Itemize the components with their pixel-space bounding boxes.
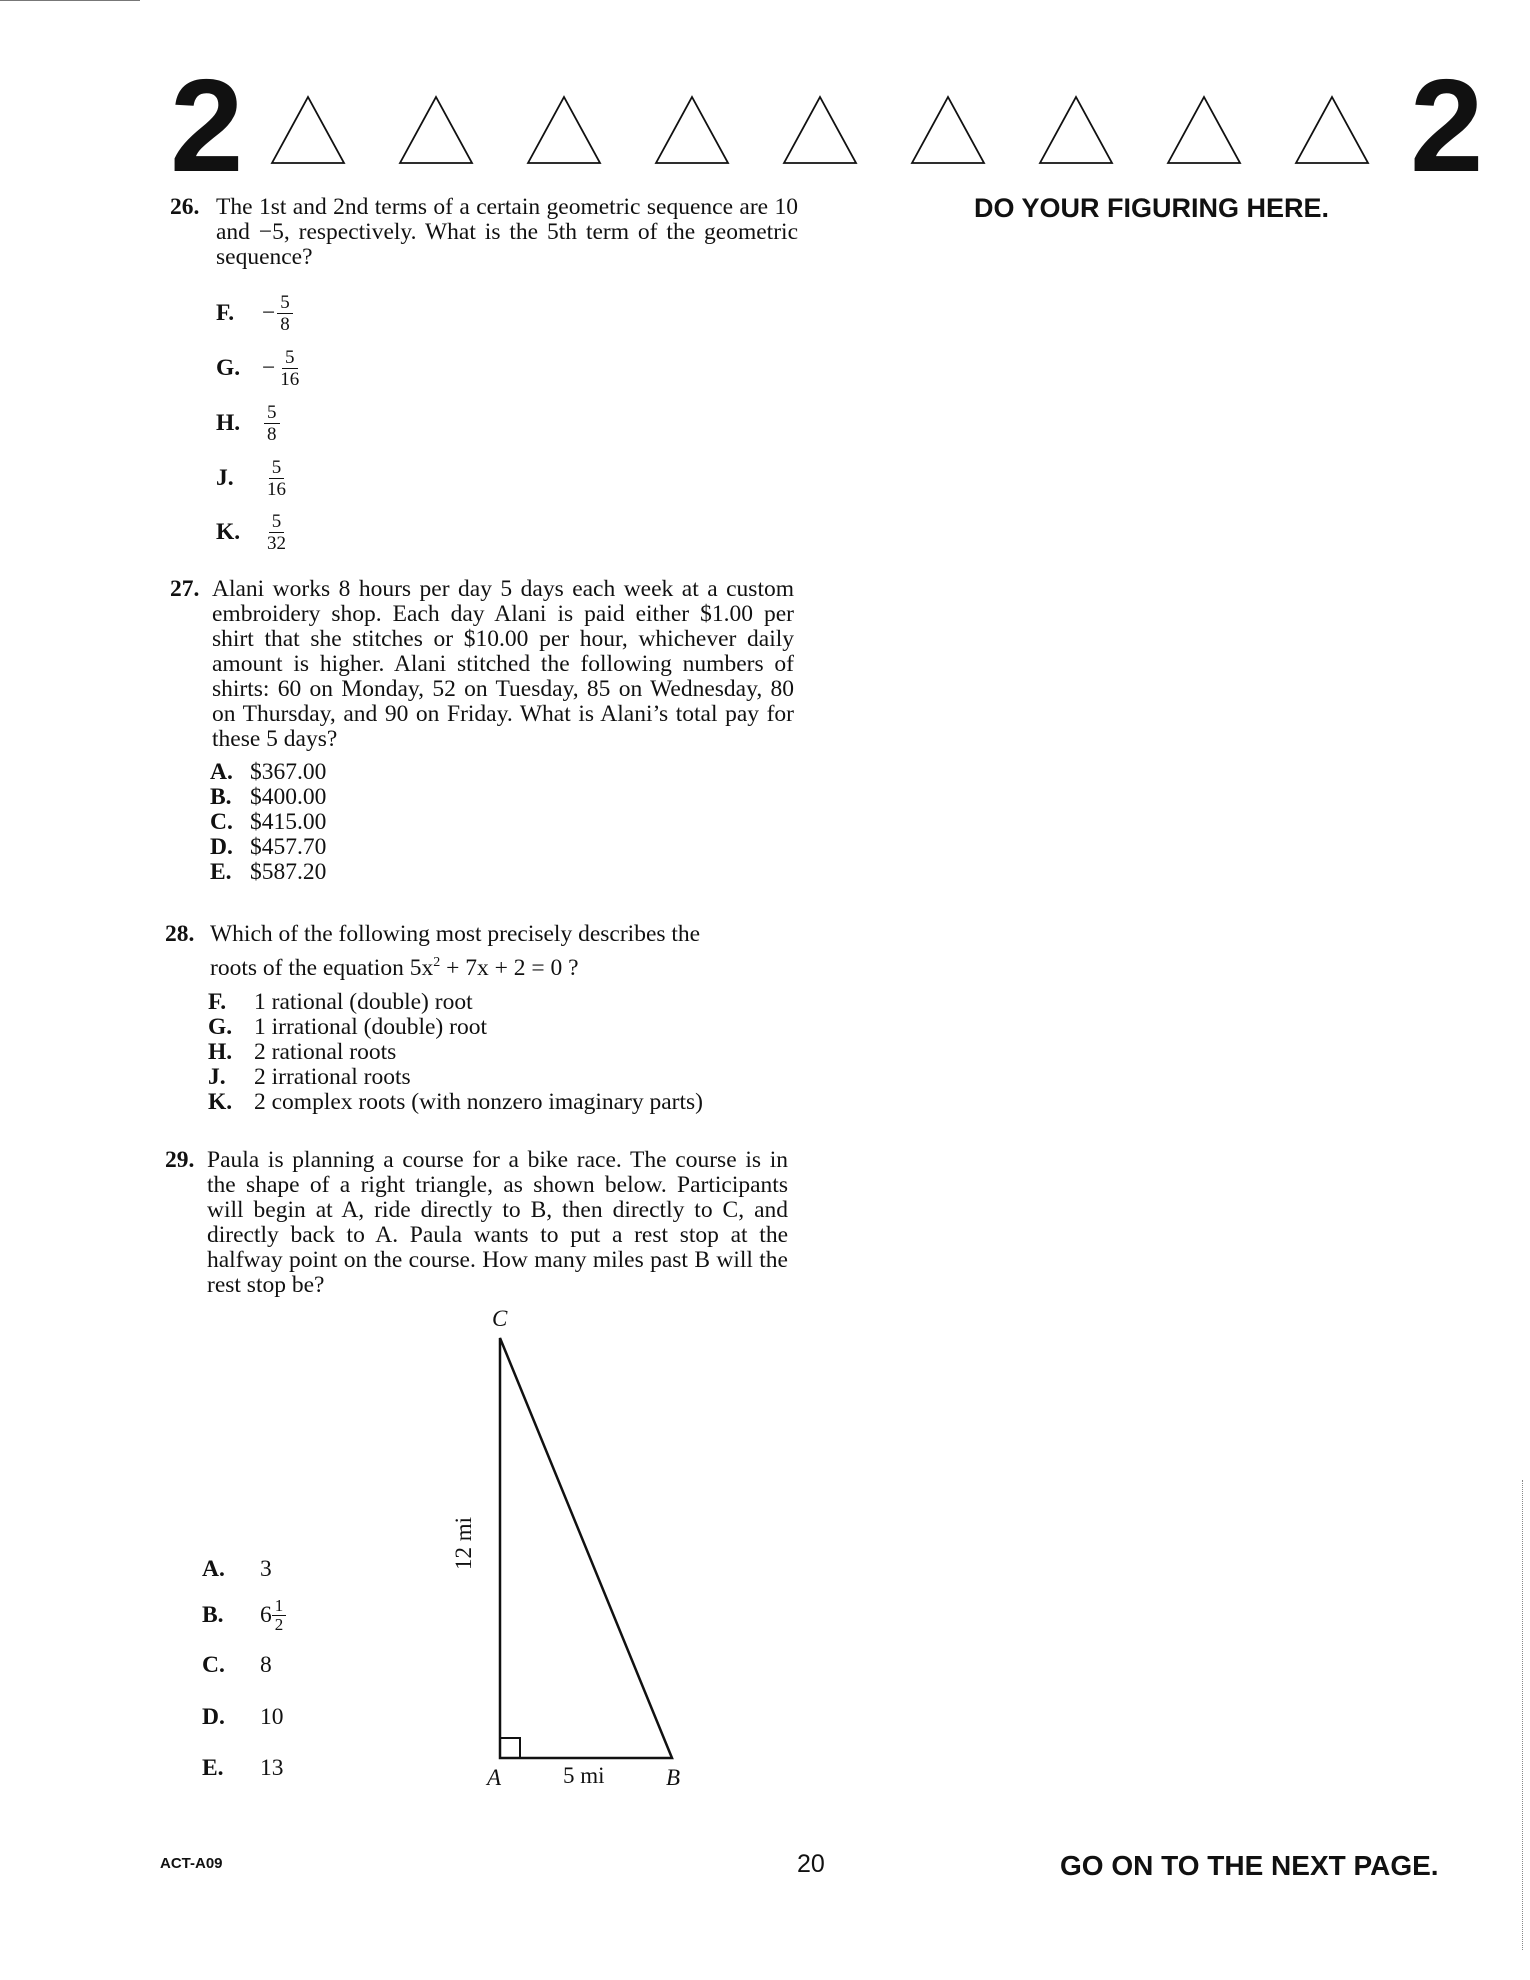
option-letter: F. [216,300,235,326]
option-text: 2 rational roots [254,1039,397,1065]
option-letter: H. [208,1039,233,1065]
right-angle-mark [500,1738,520,1758]
option-29-c[interactable] [202,1653,272,1678]
option-29-d[interactable] [202,1705,284,1730]
option-27-a[interactable] [210,760,326,785]
option-27-e[interactable] [210,860,326,885]
side-label-ab: 5 mi [563,1763,605,1788]
exponent: 2 [433,955,441,970]
question-text [210,922,793,981]
option-letter: B. [210,784,232,810]
triangle-icon [1168,97,1240,163]
option-letter: J. [216,465,234,491]
vertex-label-b: B [666,1765,681,1790]
triangle-icon [272,97,344,163]
option-letter: A. [202,1556,225,1582]
option-letter: G. [208,1014,233,1040]
option-29-b[interactable] [202,1597,286,1634]
top-rule [0,0,140,1]
question-number: 27. [170,576,200,602]
option-27-b[interactable] [210,785,326,810]
option-whole: 6 [260,1602,272,1628]
option-28-k[interactable] [208,1090,703,1115]
denominator: 32 [267,533,286,554]
next-page-label: GO ON TO THE NEXT PAGE. [1060,1850,1439,1881]
numerator: 5 [277,292,293,314]
option-26-k[interactable] [216,511,289,554]
option-28-f[interactable] [208,990,473,1015]
option-letter: J. [208,1064,226,1090]
option-sign: − [262,355,276,381]
option-fraction [277,347,302,390]
option-26-h[interactable] [216,402,280,445]
option-text: 1 rational (double) root [254,989,473,1015]
option-letter: E. [210,859,232,885]
option-text: 3 [260,1556,272,1582]
numerator: 5 [269,457,285,479]
option-letter: G. [216,355,241,381]
option-letter: A. [210,759,233,785]
scan-edge [1522,1480,1523,1950]
denominator: 8 [280,314,290,335]
option-letter: D. [210,834,233,860]
option-fraction [272,1597,287,1634]
denominator: 8 [267,424,277,445]
question-text: The 1st and 2nd terms of a certain geometric sequence are 10 and −5, respectively. What is the 5th term of the geometric sequence? [216,194,798,270]
equation-part: + 7x + 2 = 0 ? [440,954,579,981]
question-26 [170,195,798,270]
option-letter: C. [210,809,233,835]
triangle-icon [400,97,472,163]
option-fraction [277,292,293,335]
question-number: 28. [165,921,195,947]
side-label-ac: 12 mi [451,1516,476,1570]
question-text: Alani works 8 hours per day 5 days each week at a custom embroidery shop. Each day Alani is paid either $1.00 per shirt that she stitches or $10.00 per hour, whichever daily amount is higher. Alani stitched the following numbers of shirts: 60 on Monday, 52 on Tuesday, 85 on Wednesday, 80 on Thursday, and 90 on Friday. What is Alani’s total pay for these 5 days? [212,576,794,752]
option-text: $587.20 [250,859,327,885]
option-text: 8 [260,1652,272,1678]
figuring-label: DO YOUR FIGURING HERE. [974,193,1330,223]
triangle-icon [656,97,728,163]
option-text: $415.00 [250,809,327,835]
option-28-g[interactable] [208,1015,487,1040]
option-letter: K. [216,519,241,545]
triangle-icon [1296,97,1368,163]
option-letter: H. [216,410,241,436]
numerator: 5 [282,347,298,369]
triangle-icon [528,97,600,163]
triangle-figure [440,1300,720,1800]
option-27-c[interactable] [210,810,326,835]
option-letter: K. [208,1089,233,1115]
course-triangle [500,1338,672,1758]
option-fraction [264,511,289,554]
option-28-j[interactable] [208,1065,411,1090]
vertex-label-c: C [492,1306,508,1331]
option-fraction [264,457,289,500]
option-28-h[interactable] [208,1040,396,1065]
equation-part: roots of the equation 5x [210,954,434,981]
option-letter: E. [202,1755,224,1781]
question-number: 26. [170,194,200,220]
numerator: 1 [272,1597,287,1616]
option-29-a[interactable] [202,1557,272,1582]
option-text: $400.00 [250,784,327,810]
triangle-icon [784,97,856,163]
option-letter: C. [202,1652,225,1678]
denominator: 2 [274,1615,284,1634]
option-27-d[interactable] [210,835,326,860]
question-28 [165,922,793,981]
option-text: 2 irrational roots [254,1064,411,1090]
option-text: $457.70 [250,834,327,860]
triangle-icon [912,97,984,163]
question-number: 29. [165,1147,195,1173]
option-letter: B. [202,1602,224,1628]
question-text: Paula is planning a course for a bike race. The course is in the shape of a right triangle, as shown below. Participants will begin at A, ride directly to B, then directly to C, and directly back to A. Paula wants to put a rest stop at the halfway point on the course. How many miles past B will the rest stop be? [207,1147,788,1298]
question-text-line1: Which of the following most precisely describes the [210,921,701,947]
option-sign: − [262,300,276,326]
test-code: ACT-A09 [160,1855,223,1872]
option-text: 2 complex roots (with nonzero imaginary parts) [254,1089,703,1115]
numerator: 5 [264,402,280,424]
option-text: 13 [260,1755,284,1781]
question-text-line2 [210,950,793,981]
question-27 [170,577,794,752]
option-26-g[interactable] [216,347,302,390]
numerator: 5 [269,511,285,533]
option-fraction [264,402,280,445]
denominator: 16 [280,369,300,390]
option-26-f[interactable] [216,292,293,335]
option-text: 10 [260,1704,284,1730]
section-number-left: 2 [170,52,244,199]
option-text: 1 irrational (double) root [254,1014,487,1040]
question-29 [165,1148,788,1298]
option-letter: D. [202,1704,225,1730]
denominator: 16 [267,479,286,500]
option-letter: F. [208,989,227,1015]
option-text: $367.00 [250,759,327,785]
triangle-icon [1040,97,1112,163]
section-number-right: 2 [1410,52,1484,199]
triangle-row [270,95,1400,165]
option-26-j[interactable] [216,457,289,500]
option-29-e[interactable] [202,1756,284,1781]
page-number: 20 [797,1850,825,1878]
vertex-label-a: A [487,1765,502,1790]
